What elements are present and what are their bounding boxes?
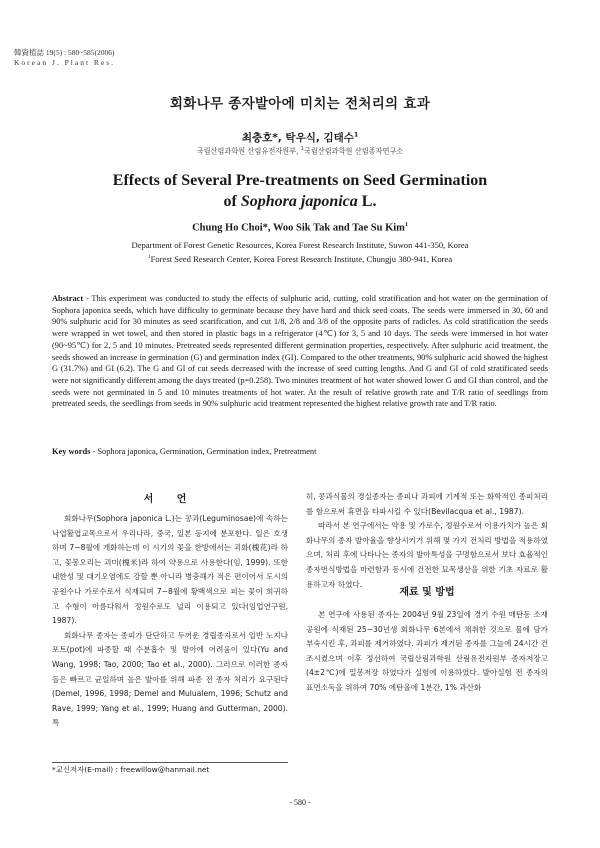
journal-citation [14,48,115,68]
english-title-suffix: L. [357,193,377,210]
intro-paragraph-3: 따라서 본 연구에서는 약용 및 가로수, 정원수로서 이용가치가 높은 회화나무의 종자 발아율을 향상시키기 위해 몇 가지 전처리 방법을 적용하였으며, 처리 후에 나타나는 종자의 발아특성을 구명함으로서 보다 효율적인 종자번식방법을 마련함과 동시에 건전한 묘목생산을 위한 기초 자료로 활용하고자 하였다. [306,521,548,589]
english-affiliation-2 [0,251,600,265]
footnote-divider [52,762,288,763]
english-authors-names: Chung Ho Choi*, Woo Sik Tak and Tae Su Kim [192,222,405,234]
intro-paragraph-1: 회화나무(Sophora japonica L.)는 콩과(Leguminosae)에 속하는 낙엽활엽교목으로서 우리나라, 중국, 일본 등지에 분포한다. 일은 호생하며 7~8월에 개화하는데 이 시기의 꽃을 한방에서는 괴화(槐花)라 하고, 꽃봉오리는 괴미(槐米)라 하여 약용으로 사용한다(임, 1999). 또한 내한성 및 대기오염에도 강할 뿐 아니라 병충해가 적은 편이어서 도시의 공원수나 가로수로서 식재되며 7~8월에 황백색으로 피는 꽃이 희귀하고 수형이 아름다워서 정원수로도 널리 이용되고 있다(임업연구원, 1987). [52,514,288,626]
keywords-text: - Sophora japonica, Germination, Germination index, Pretreatment [90,447,317,456]
abstract [52,293,548,410]
right-column-methods [306,608,548,696]
section-heading-methods: 재료 및 방법 [399,587,455,598]
methods-paragraph-1: 본 연구에 사용된 종자는 2004년 9월 23일에 경기 수원 매탄동 소재 공원에 식재된 25~30년생 회화나무 6본에서 채취한 것으로 물에 담가 부숙시킨 후, 과피를 제거하였다. 과피가 제거된 종자를 그늘에 24시간 건조시켰으며 이후 정선하여 국립산림과학원 산림유전자원부 종자저장고(4±2℃)에 밀봉저장 하였다가 실험에 이용하였다. 발아실험 전 종자의 표면소독을 위하여 70% 에탄올에 1분간, 1% 과산화 [306,610,548,692]
english-affiliation-1: Department of Forest Genetic Resources, Korea Forest Research Institute, Suwon 441-350, Korea [131,240,469,250]
keywords [52,447,548,456]
corresponding-author-footnote: *교신저자(E-mail) : freewillow@hanmail.net [52,765,210,774]
journal-line-1: 韓資植誌 19(5) : 580~585(2006) [14,48,115,57]
right-column-top [306,490,548,592]
korean-authors-sup: 1 [353,131,359,139]
english-title [0,170,600,212]
abstract-text: - This experiment was conducted to study the effects of sulphuric acid, cutting, cold stratification and hot water on the germination of Sophora japonica seeds, which have difficulty to germinate because they have hard and thick seed coats. The seeds were immersed in 30, 60 and 90% sulphuric acid for 30 minutes as seed scarification, and cut 1/8, 2/8 and 3/8 of the opposite parts of radicles. As cold stratification the seeds were wrapped in wet towel, and then stored in plastic bags in a refrigerator (4℃) for 3, 5 and 10 days. The seeds were immersed in hot water (90~95℃) for 2, 5 and 10 minutes. Pretreated seeds represented different germination properties, respectively. After sulphuric acid treatment, the seeds showed an increase in germination (G) and germination index (GI). Compared to the other treatments, 90% sulphuric acid showed the highest G (31.7%) and GI (6.2). The G and GI of cut seeds decreased with the increase of seed cutting lengths. And G and GI of cold stratificated seeds were not significantly different among the days treated (p=0.258). Two minutes treatment of hot water showed lower G and GI than control, and the seeds were not germinated in 5 and 10 minutes treatments of hot water. At the result of relative growth rate and T/R ratio of seedlings from pretreated seeds, the seedlings from seeds in 90% sulphuric acid treatment represented the highest relative growth rate and T/R ratio. [52,294,548,409]
english-title-prefix: of [223,193,241,210]
english-affiliation-sup: 1 [147,254,151,260]
section-heading-introduction: 서 언 [143,494,197,505]
left-column [52,512,288,731]
english-title-line-1: Effects of Several Pre-treatments on Seed Germination [112,172,488,189]
korean-affiliation-sup: 1 [300,146,304,152]
abstract-label: Abstract [52,294,84,303]
english-authors-sup: 1 [404,222,408,228]
page-number: - 580 - [289,798,311,807]
korean-authors [0,130,600,145]
korean-affiliation [0,146,600,156]
journal-line-2: Korean J. Plant Res. [14,58,116,67]
korean-authors-names: 최충호*, 탁우식, 김태수 [241,132,354,144]
english-authors [0,222,600,234]
english-affiliation-2-text: Forest Seed Research Center, Korea Forest Research Institute, Chungju 380-941, Korea [150,253,453,264]
english-affiliation [0,239,600,265]
english-title-species: Sophora japonica [240,193,358,210]
keywords-label: Key words [52,447,91,456]
korean-affiliation-2: 국립산림과학원 산림종자연구소 [303,146,404,156]
intro-paragraph-2: 회화나무 종자는 종피가 단단하고 두꺼운 경립종자로서 일반 노지나 포트(pot)에 파종할 때 수분흡수 및 발아에 어려움이 있다(Yu and Wang, 1998; Tao, 2000; Tao et al., 2000). 그러므로 이러한 종자들은 빠르고 균일하며 높은 발아를 위해 파종 전 종자 처리가 요구된다(Demel, 1996, 1998; Demel and Mulualem, 1996; Schutz and Rave, 1999; Yang et al., 1999; Huang and Gutterman, 2000). 특 [52,630,288,728]
intro-paragraph-2-continued: 히, 콩과식물의 경실종자는 종피나 과피에 기계적 또는 화학적인 종피처리를 함으로써 휴면을 타파시킬 수 있다(Bevilacqua et al., 1987). [306,492,548,516]
english-title-line-2 [0,191,600,212]
korean-title: 회화나무 종자발아에 미치는 전처리의 효과 [169,96,431,112]
korean-affiliation-1: 국립산림과학원 산림유전자원부, [196,146,301,156]
